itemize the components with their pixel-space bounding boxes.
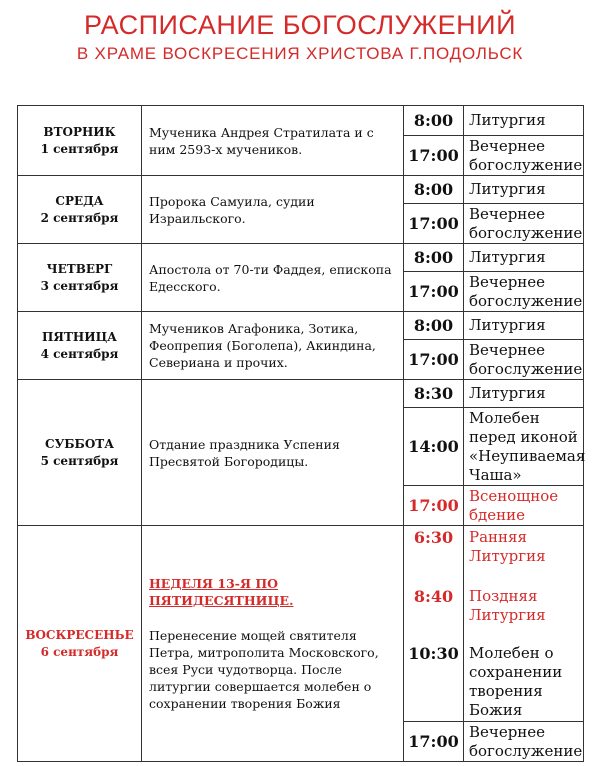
day-cell [18, 176, 142, 244]
service-time: 8:00 [404, 106, 464, 136]
table-row [18, 380, 584, 408]
service-time: 14:00 [404, 408, 464, 486]
service-time: 8:00 [404, 312, 464, 340]
table-row [18, 176, 584, 204]
day-description: Пророка Самуила, судии Израильского. [142, 176, 404, 244]
day-name: СРЕДА [55, 193, 104, 208]
service-name: Вечернее богослужение [464, 136, 584, 176]
service-time: 10:30 [408, 644, 459, 663]
table-row [18, 312, 584, 340]
service-times-stack [404, 526, 464, 722]
day-description: Мучеников Агафоника, Зотика, Феопрепия (Боголепа), Акиндина, Севериана и прочих. [142, 312, 404, 380]
day-name: СУББОТА [45, 436, 114, 451]
day-description: Мученика Андрея Стратилата и с ним 2593-х мучеников. [142, 106, 404, 176]
service-name: Вечернее богослужение [464, 722, 584, 762]
day-name: ВОСКРЕСЕНЬЕ [25, 627, 134, 642]
service-time: 17:00 [404, 272, 464, 312]
service-name: Литургия [464, 106, 584, 136]
day-date: 6 сентября [40, 644, 119, 659]
day-description-cell [142, 526, 404, 762]
service-name: Литургия [464, 380, 584, 408]
service-time: 8:40 [413, 587, 454, 606]
service-time: 8:00 [404, 244, 464, 272]
day-cell [18, 106, 142, 176]
service-time: 17:00 [404, 722, 464, 762]
service-time: 17:00 [404, 136, 464, 176]
service-name: Ранняя Литургия [469, 528, 546, 565]
day-name: ПЯТНИЦА [42, 329, 117, 344]
day-description: Апостола от 70-ти Фаддея, епископа Едесского. [142, 244, 404, 312]
day-description: Отдание праздника Успения Пресвятой Богородицы. [142, 380, 404, 526]
day-name: ЧЕТВЕРГ [46, 261, 113, 276]
service-name: Литургия [464, 312, 584, 340]
service-name: Вечернее богослужение [464, 272, 584, 312]
table-row [18, 244, 584, 272]
service-name: Литургия [464, 176, 584, 204]
service-names-stack [464, 526, 584, 722]
service-name: Поздняя Литургия [469, 587, 546, 624]
table-row [18, 526, 584, 722]
day-cell [18, 380, 142, 526]
day-description: Перенесение мощей святителя Петра, митрополита Московского, всея Руси чудотворца. После литургии совершается молебен о сохранении творения Божия [149, 628, 379, 711]
service-name: Молебен перед иконой «Неупиваемая Чаша» [464, 408, 584, 486]
service-name: Литургия [464, 244, 584, 272]
service-time: 17:00 [404, 340, 464, 380]
day-date: 1 сентября [40, 141, 119, 156]
service-name: Вечернее богослужение [464, 340, 584, 380]
feast-title: НЕДЕЛЯ 13-Я ПО ПЯТИДЕСЯТНИЦЕ. [149, 576, 294, 608]
day-cell [18, 526, 142, 762]
schedule-table [17, 105, 584, 762]
service-time: 17:00 [404, 486, 464, 526]
day-date: 4 сентября [40, 346, 119, 361]
table-row [18, 106, 584, 136]
service-time: 8:00 [404, 176, 464, 204]
service-time: 8:30 [404, 380, 464, 408]
page-subtitle: В ХРАМЕ ВОСКРЕСЕНИЯ ХРИСТОВА Г.ПОДОЛЬСК [76, 44, 524, 63]
day-name: ВТОРНИК [43, 124, 116, 139]
service-name: Всенощное бдение [464, 486, 584, 526]
service-time: 17:00 [404, 204, 464, 244]
day-cell [18, 312, 142, 380]
day-cell [18, 244, 142, 312]
service-name: Молебен о сохранении творения Божия [469, 644, 563, 719]
day-date: 2 сентября [40, 210, 119, 225]
page-title: РАСПИСАНИЕ БОГОСЛУЖЕНИЙ [83, 10, 516, 40]
day-date: 5 сентября [40, 453, 119, 468]
service-time: 6:30 [413, 528, 454, 547]
day-date: 3 сентября [40, 278, 119, 293]
service-name: Вечернее богослужение [464, 204, 584, 244]
